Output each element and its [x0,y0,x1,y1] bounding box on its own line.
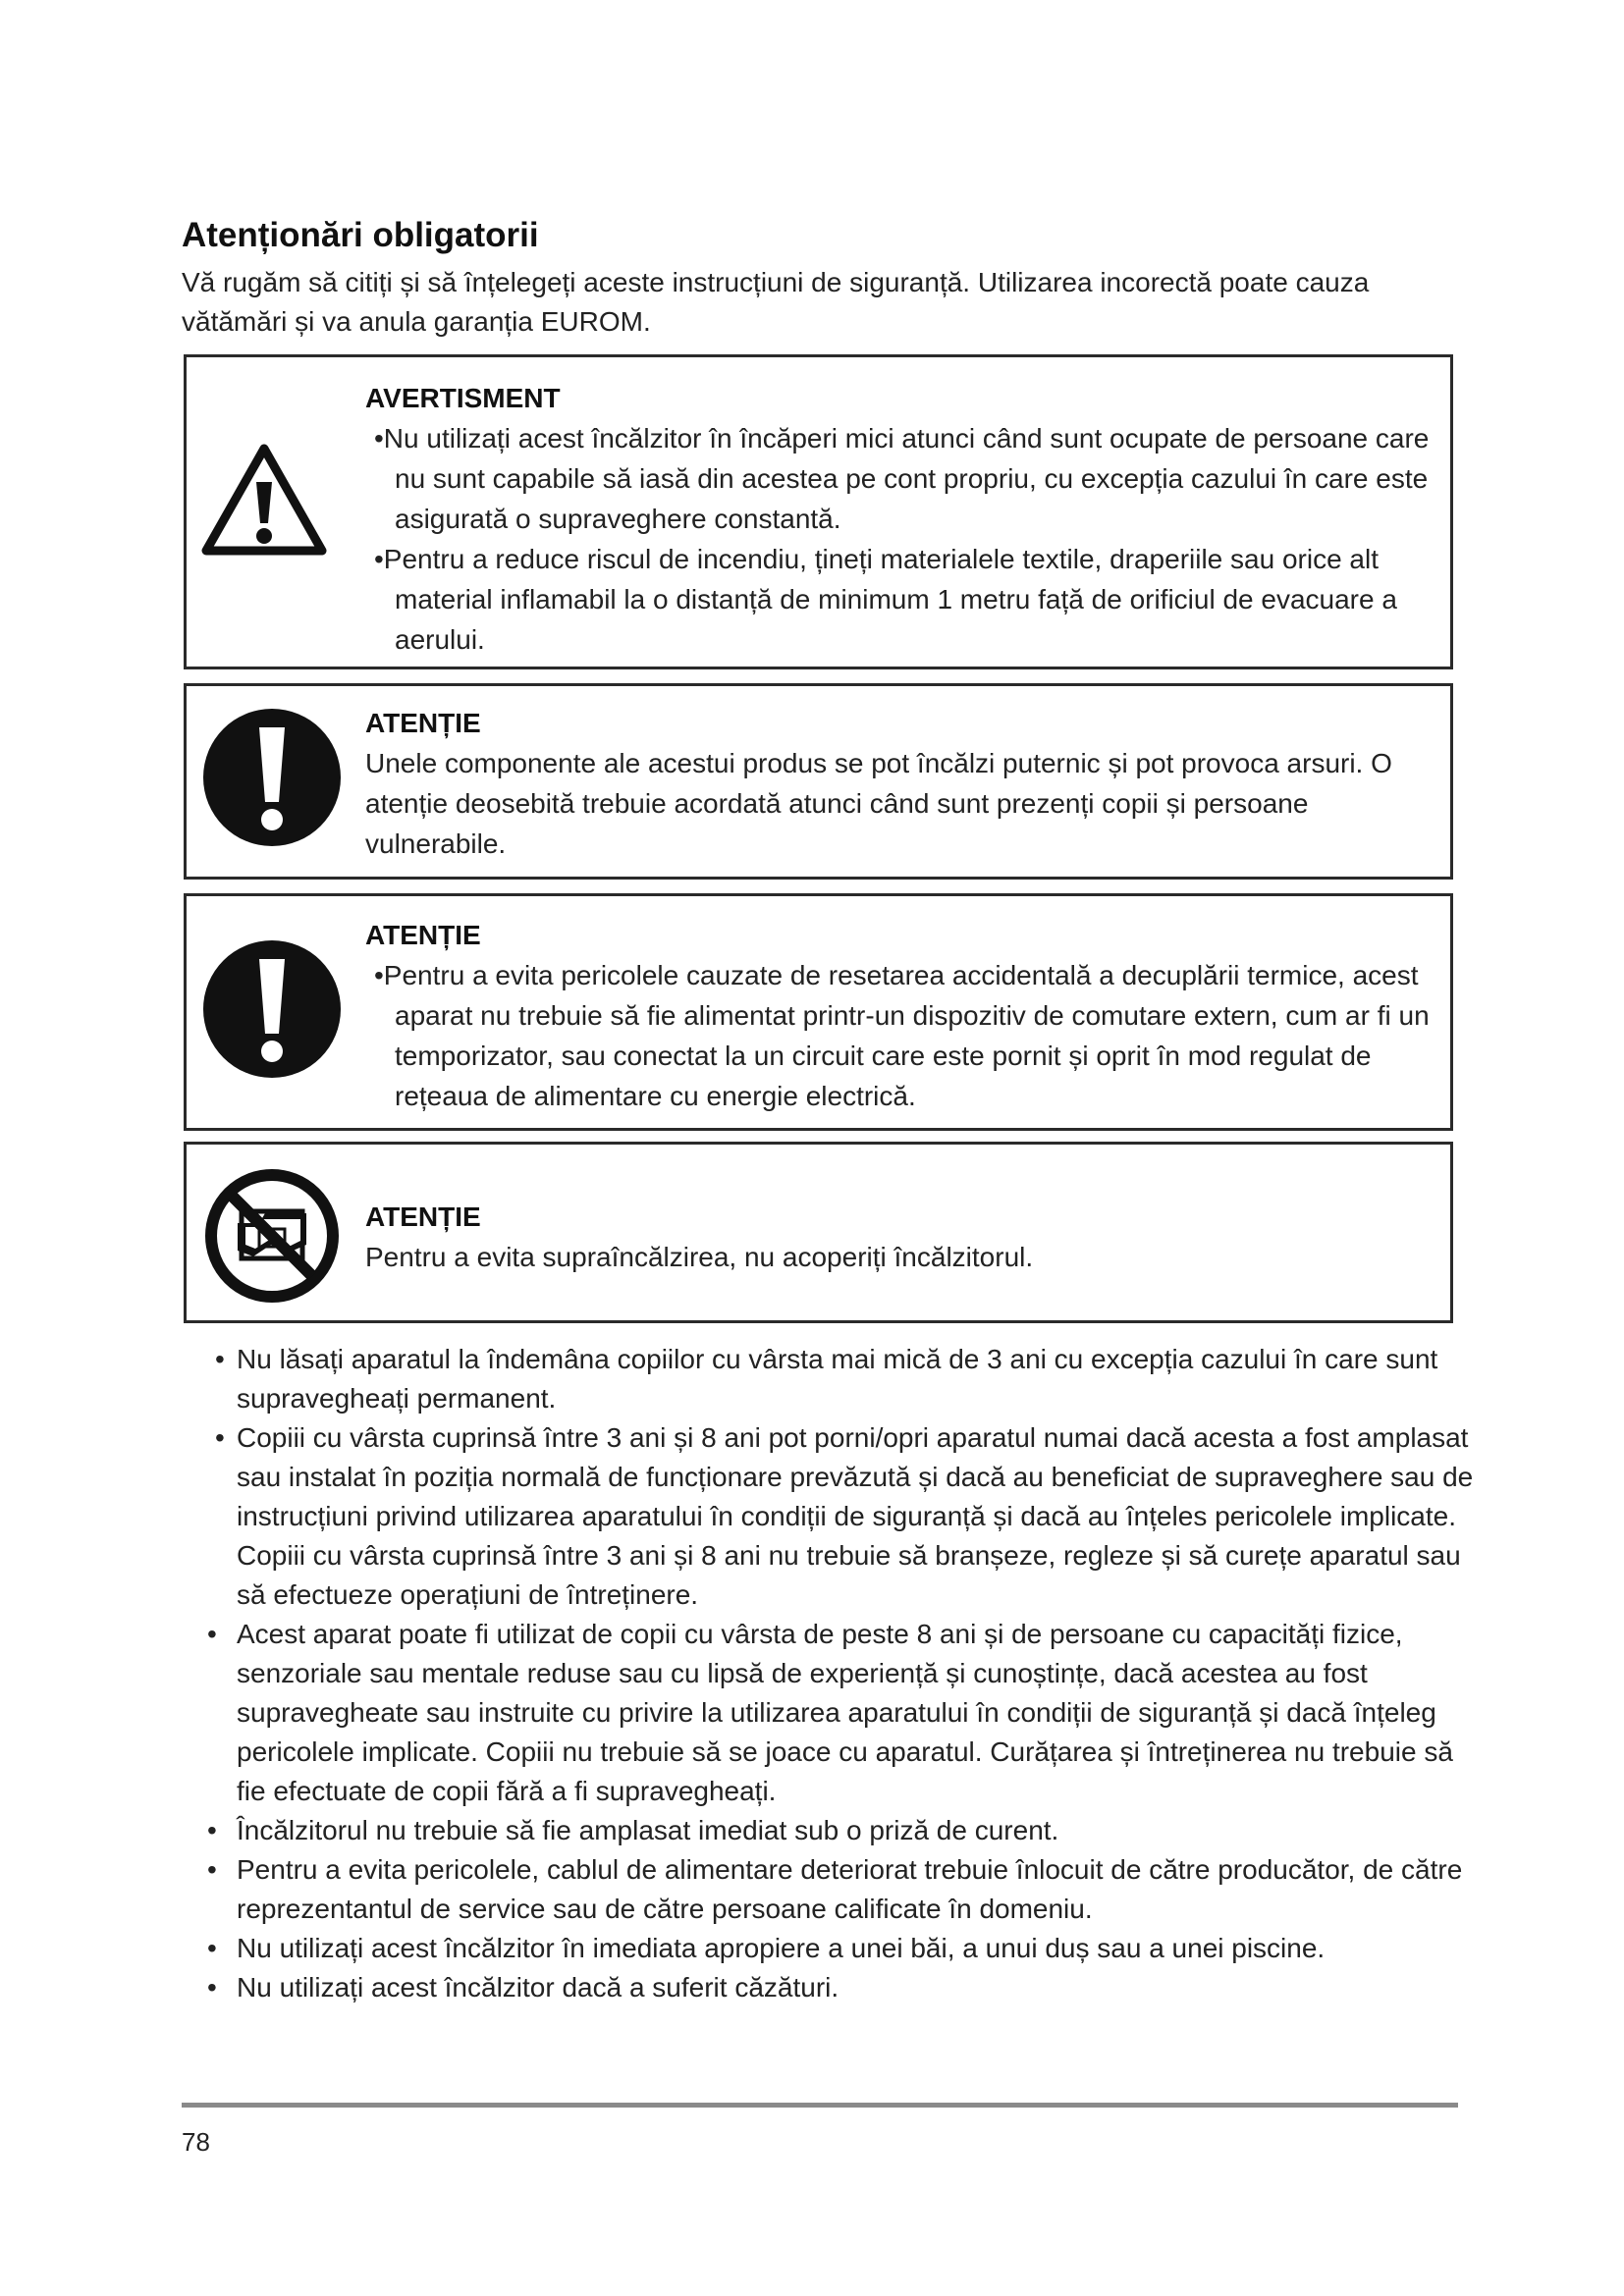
caution-box [184,683,1453,880]
list-item-text: Copiii cu vârsta cuprinsă între 3 ani și 8 ani pot porni/opri aparatul numai dacă acesta a fost amplasat sau instalat în poziția normală de funcționare prevăzută și dacă au beneficiat de supraveghere sau de instrucțiuni privind utilizarea aparatului în condiții de siguranță și dacă au înțeles pericolele implicate. Copiii cu vârsta cuprinsă între 3 ani și 8 ani nu trebuie să branșeze, regleze și să curețe aparatul sau să efectueze operațiuni de întreținere. [237,1422,1474,1610]
footer-divider [182,2103,1458,2108]
caution-box [184,893,1453,1131]
exclamation-circle-icon [202,939,342,1079]
bullet-dot: • [207,1854,217,1885]
page-title: Atenționări obligatorii [182,216,539,254]
box-title: AVERTISMENT [365,383,561,413]
exclamation-circle-icon [202,708,342,847]
intro-text: Vă rugăm să citiți și să înțelegeți aceste instrucțiuni de siguranță. Utilizarea incorectă poate cauza vătămări și va anula garanția EUROM. [182,267,1370,337]
bullet-dot: • [207,1619,217,1649]
box-text: Unele componente ale acestui produs se pot încălzi puternic și pot provoca arsuri. O atenție deosebită trebuie acordată atunci când sunt prezenți copii și persoane vulnerabile. [365,748,1392,859]
list-item-text: Nu lăsați aparatul la îndemâna copiilor cu vârsta mai mică de 3 ani cu excepția cazului în care sunt supravegheați permanent. [237,1344,1438,1414]
bullet-dot: • [207,1972,217,2002]
list-item [207,1968,1478,2007]
bullet-dot: • [207,1933,217,1963]
list-item [211,1340,1478,1418]
warning-box [184,354,1453,669]
box-text [365,418,1431,660]
caution-box [184,1142,1453,1323]
safety-bullet-list [207,1340,1478,2007]
list-item-text: Nu utilizați acest încălzitor în imediata apropiere a unei băi, a unui duș sau a unei piscine. [237,1933,1326,1963]
box-item: •Nu utilizați acest încălzitor în încăperi mici atunci când sunt ocupate de persoane care nu sunt capabile să iasă din acestea pe cont propriu, cu excepția cazului în care este asigurată o supraveghere constantă. [374,423,1430,534]
list-item [207,1615,1478,1811]
bullet-dot: • [215,1422,225,1453]
box-title: ATENȚIE [365,1201,481,1232]
page-number: 78 [182,2127,210,2157]
box-text: Pentru a evita supraîncălzirea, nu acoperiți încălzitorul. [365,1242,1034,1272]
bullet-dot: • [215,1344,225,1374]
list-item-text: Acest aparat poate fi utilizat de copii cu vârsta de peste 8 ani și de persoane cu capacități fizice, senzoriale sau mentale reduse sau cu lipsă de experiență și cunoștințe, dacă acestea au fost supravegheate sau instruite cu privire la utilizarea aparatului în condiții de siguranță și dacă înțeleg pericolele implicate. Copiii nu trebuie să se joace cu aparatul. Curățarea și întreținerea nu trebuie să fie efectuate de copii fără a fi supravegheați. [237,1619,1453,1806]
do-not-cover-icon [202,1166,342,1306]
list-item-text: Încălzitorul nu trebuie să fie amplasat imediat sub o priză de curent. [237,1815,1059,1845]
box-text [365,955,1431,1116]
box-title: ATENȚIE [365,920,481,950]
list-item [211,1418,1478,1615]
bullet-dot: • [207,1815,217,1845]
list-item [207,1929,1478,1968]
box-item: •Pentru a evita pericolele cauzate de resetarea accidentală a decuplării termice, acest aparat nu trebuie să fie alimentat printr-un dispozitiv de comutare extern, cum ar fi un temporizator, sau conectat la un circuit care este pornit și oprit în mod regulat de rețeaua de alimentare cu energie electrică. [374,960,1430,1111]
list-item [207,1811,1478,1850]
warning-triangle-icon [200,441,328,559]
list-item-text: Nu utilizați acest încălzitor dacă a suferit căzături. [237,1972,839,2002]
box-item: •Pentru a reduce riscul de incendiu, țineți materialele textile, draperiile sau orice alt material inflamabil la o distanță de minimum 1 metru față de orificiul de evacuare a aerului. [374,544,1397,655]
list-item-text: Pentru a evita pericolele, cablul de alimentare deteriorat trebuie înlocuit de către producător, de către reprezentantul de service sau de către persoane calificate în domeniu. [237,1854,1463,1924]
box-title: ATENȚIE [365,708,481,738]
list-item [207,1850,1478,1929]
